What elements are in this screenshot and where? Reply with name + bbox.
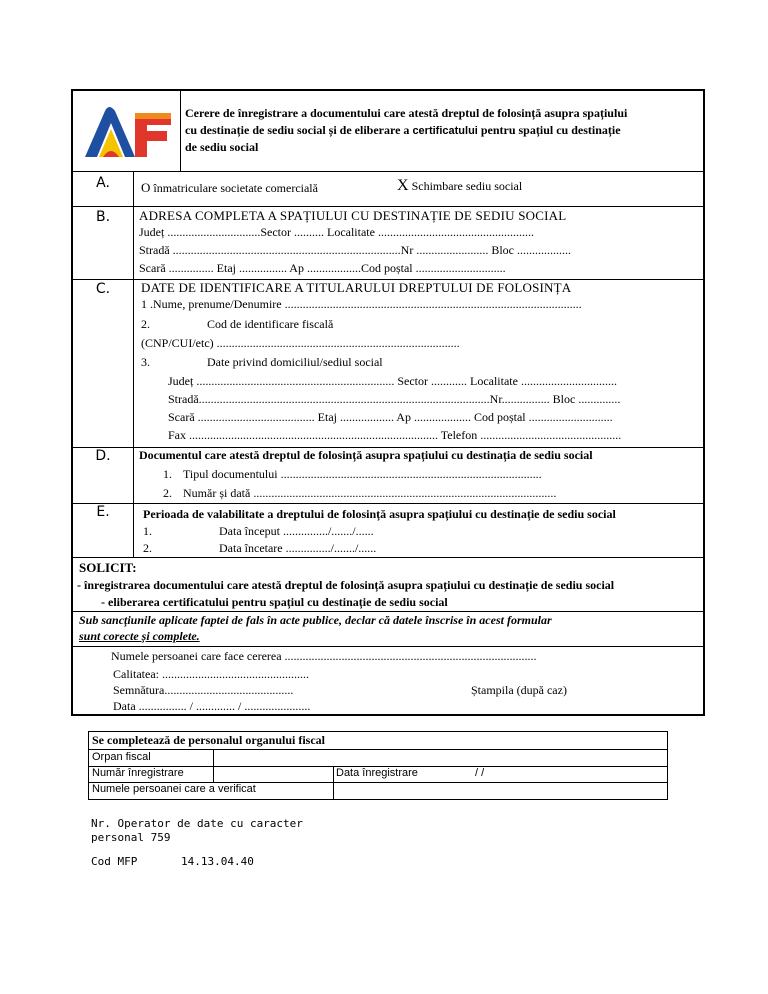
- section-c-item2-label: Cod de identificare fiscală: [207, 317, 334, 331]
- section-b-line-stair[interactable]: Scară ............... Etaj ................ Ap ..................Cod poștal ..............................: [139, 261, 506, 275]
- section-e-end-date[interactable]: Data încetare .............../......./......: [219, 541, 377, 555]
- request-title: SOLICIT:: [79, 560, 137, 575]
- fiscal-office-table: [88, 731, 668, 800]
- cod-mfp-label: Cod MFP: [91, 855, 138, 868]
- section-e-item1-number: 1.: [143, 524, 152, 538]
- section-e-title: Perioada de valabilitate a dreptului de folosință asupra spațiului cu destinație de sediu social: [143, 507, 616, 521]
- date-field[interactable]: Data ................ / ............. / ......................: [113, 699, 311, 713]
- section-c-title: DATE DE IDENTIFICARE A TITULARULUI DREPTULUI DE FOLOSINȚA: [141, 280, 572, 295]
- section-b-line-street[interactable]: Stradă ............................................................................Nr ........................ Bloc ..................: [139, 243, 571, 257]
- form-title-line2-part1: cu destinație de sediu social și de eliberare a: [185, 123, 413, 137]
- section-e-letter: E.: [96, 504, 110, 520]
- declaration-line2: sunt corecte și complete.: [79, 629, 200, 643]
- option-change-headquarters[interactable]: [397, 177, 522, 195]
- fiscal-table-title: Se completează de personalul organului fiscal: [92, 733, 325, 747]
- section-c-fiscal-code-field[interactable]: (CNP/CUI/etc) .................................................................................: [141, 336, 460, 350]
- operator-note-line1: Nr. Operator de date cu caracter: [91, 817, 303, 830]
- section-d-title: Documentul care atestă dreptul de folosință asupra spațiului cu destinația de sediu social: [139, 448, 593, 462]
- section-d-document-type[interactable]: Tipul documentului .......................................................................................: [183, 467, 542, 481]
- section-e-start-date[interactable]: Data început .............../......./......: [219, 524, 374, 538]
- section-e-item2-number: 2.: [143, 541, 152, 555]
- section-c-item3-label: Date privind domiciliul/sediul social: [207, 355, 383, 369]
- operator-note-line2: personal 759: [91, 831, 171, 844]
- declaration-line1: Sub sancțiunile aplicate faptei de fals în acte publice, declar că datele înscrise în acest formular: [79, 613, 552, 627]
- section-d-letter: D.: [95, 448, 111, 464]
- request-line-certificate: - eliberarea certificatului pentru spațiul cu destinație de sediu social: [101, 595, 448, 609]
- fiscal-reg-date-value[interactable]: / /: [475, 767, 485, 779]
- option-change-headquarters-mark: X: [397, 177, 409, 194]
- section-c-item3-number: 3.: [141, 355, 150, 369]
- section-c-address-street[interactable]: Stradă.................................................................................................Nr................ Bloc ..............: [168, 392, 621, 406]
- section-c-letter: C.: [95, 281, 111, 297]
- stamp-label: Ștampila (după caz): [471, 683, 567, 697]
- application-form: [71, 89, 705, 716]
- section-d-document-number-date[interactable]: Număr și dată .....................................................................................................: [183, 486, 557, 500]
- signature-field[interactable]: Semnătura...........................................: [113, 683, 294, 697]
- fiscal-reg-date-label: Data înregistrare: [336, 767, 418, 779]
- request-line-registration: - înregistrarea documentului care atestă dreptul de folosință asupra spațiului cu destinație de sediu social: [77, 578, 615, 592]
- fiscal-reg-number-label: Număr înregistrare: [92, 767, 184, 779]
- form-title-line1: Cerere de înregistrare a documentului care atestă dreptul de folosință asupra spațiului: [185, 106, 628, 120]
- section-d-item1-number: 1.: [163, 467, 172, 481]
- quality-field[interactable]: Calitatea: .................................................: [113, 667, 309, 681]
- section-c-address-fax[interactable]: Fax ................................................................................... Telefon ...............................................: [168, 428, 622, 442]
- section-c-address-county[interactable]: Județ .................................................................. Sector ............ Localitate ................................: [168, 374, 617, 388]
- form-title-line3: de sediu social: [185, 140, 259, 154]
- fiscal-verifier-label: Numele persoanei care a verificat: [92, 783, 256, 795]
- form-title-line2: [185, 123, 621, 138]
- cod-mfp-value: 14.13.04.40: [181, 855, 254, 868]
- section-a-letter: A.: [96, 175, 110, 191]
- section-b-line-county[interactable]: Județ ...............................Sector .......... Localitate ....................................................: [139, 225, 534, 239]
- section-c-item2-number: 2.: [141, 317, 150, 331]
- section-b-title: ADRESA COMPLETA A SPAȚIULUI CU DESTINAȚIE DE SEDIU SOCIAL: [139, 208, 567, 223]
- section-c-address-stair[interactable]: Scară ....................................... Etaj .................. Ap ................... Cod poștal ............................: [168, 410, 613, 424]
- option-company-registration-mark: O: [141, 180, 151, 195]
- section-d-item2-number: 2.: [163, 486, 172, 500]
- section-b-letter: B.: [95, 209, 111, 225]
- option-company-registration[interactable]: [141, 180, 318, 196]
- form-title-line2-part3: pentru spațiul cu destinație: [477, 123, 621, 137]
- form-title-line2-part2: certificatului: [412, 125, 478, 137]
- option-company-registration-label: înmatriculare societate comercială: [153, 181, 318, 195]
- section-c-name-field[interactable]: 1 .Nume, prenume/Denumire ...................................................................................................: [141, 297, 582, 311]
- option-change-headquarters-label: Schimbare sediu social: [411, 179, 523, 193]
- anaf-logo: [81, 101, 177, 163]
- fiscal-organ-label: Orpan fiscal: [92, 751, 151, 763]
- applicant-name-field[interactable]: Numele persoanei care face cererea ....................................................................................: [111, 649, 537, 663]
